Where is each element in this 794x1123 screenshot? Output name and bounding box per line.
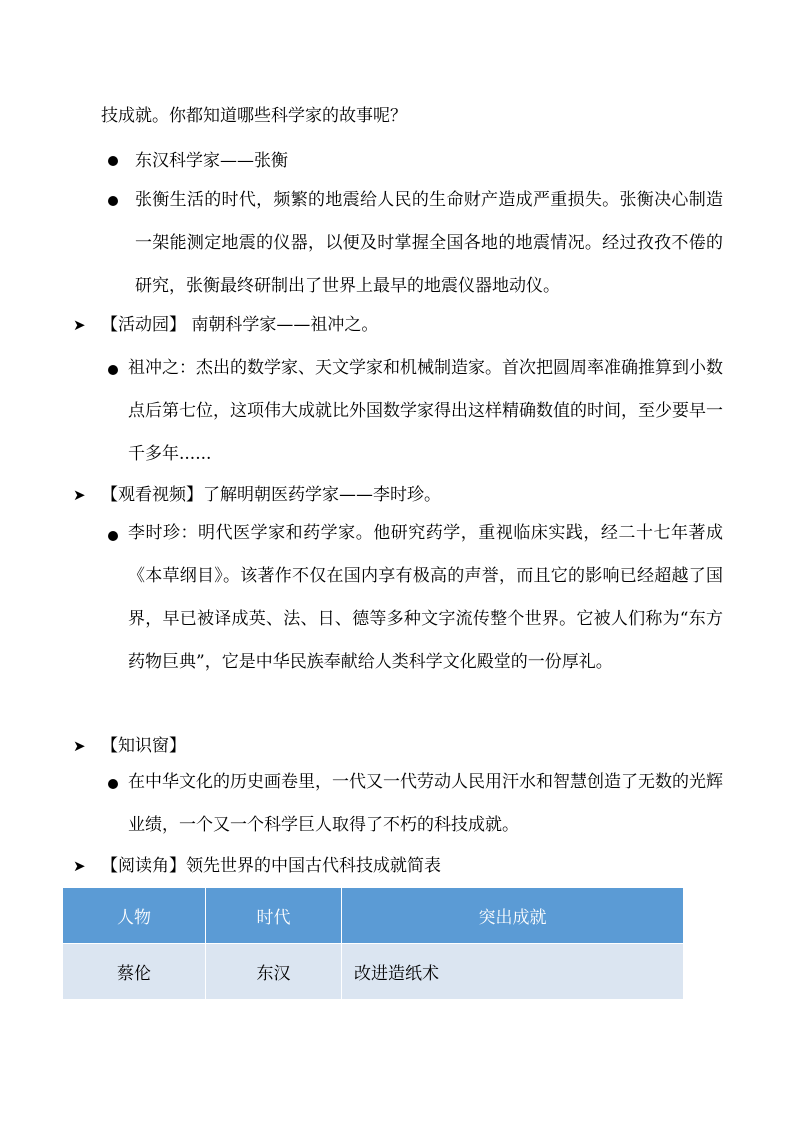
table-header-cell: 突出成就 — [342, 888, 684, 944]
zuchongzhi-paragraph: 祖冲之：杰出的数学家、天文学家和机械制造家。首次把圆周率准确推算到小数点后第七位，这项伟大成就比外国数学家得出这样精确数值的时间，至少要早一千多年...... — [128, 358, 723, 464]
intro-text: 技成就。你都知道哪些科学家的故事呢？ — [101, 106, 407, 126]
video-heading: 【观看视频】了解明朝医药学家——李时珍。 — [101, 485, 441, 505]
bullet-icon — [108, 156, 118, 166]
arrow-icon: ➤ — [73, 857, 86, 875]
arrow-icon: ➤ — [73, 737, 86, 755]
bullet-icon — [108, 531, 118, 541]
knowledge-heading: 【知识窗】 — [101, 736, 186, 756]
table-cell: 蔡伦 — [63, 944, 206, 1000]
table-cell: 改进造纸术 — [342, 944, 684, 1000]
bullet-icon — [108, 365, 118, 375]
table-header-cell: 人物 — [63, 888, 206, 944]
table-header-cell: 时代 — [206, 888, 342, 944]
bullet-icon — [108, 196, 118, 206]
knowledge-paragraph: 在中华文化的历史画卷里，一代又一代劳动人民用汗水和智慧创造了无数的光辉业绩，一个又一个科学巨人取得了不朽的科技成就。 — [128, 772, 723, 835]
reading-heading: 【阅读角】领先世界的中国古代科技成就简表 — [101, 856, 441, 876]
zhangheng-title: 东汉科学家——张衡 — [135, 151, 288, 171]
arrow-icon: ➤ — [73, 486, 86, 504]
lishizhen-paragraph: 李时珍：明代医学家和药学家。他研究药学，重视临床实践，经二十七年著成《本草纲目》。该著作不仅在国内享有极高的声誉，而且它的影响已经超越了国界，早已被译成英、法、日、德等多种文字流传整个世界。它被人们称为“东方药物巨典”，它是中华民族奉献给人类科学文化殿堂的一份厚礼。 — [128, 523, 723, 672]
table-row — [63, 944, 683, 1000]
arrow-icon: ➤ — [73, 316, 86, 334]
zhangheng-paragraph: 张衡生活的时代，频繁的地震给人民的生命财产造成严重损失。张衡决心制造一架能测定地震的仪器，以便及时掌握全国各地的地震情况。经过孜孜不倦的研究，张衡最终研制出了世界上最早的地震仪器地动仪。 — [135, 190, 723, 296]
bullet-icon — [108, 779, 118, 789]
table-header-row — [63, 888, 683, 944]
table-cell: 东汉 — [206, 944, 342, 1000]
activity-heading: 【活动园】 南朝科学家——祖冲之。 — [101, 315, 379, 335]
achievements-table — [63, 888, 683, 999]
